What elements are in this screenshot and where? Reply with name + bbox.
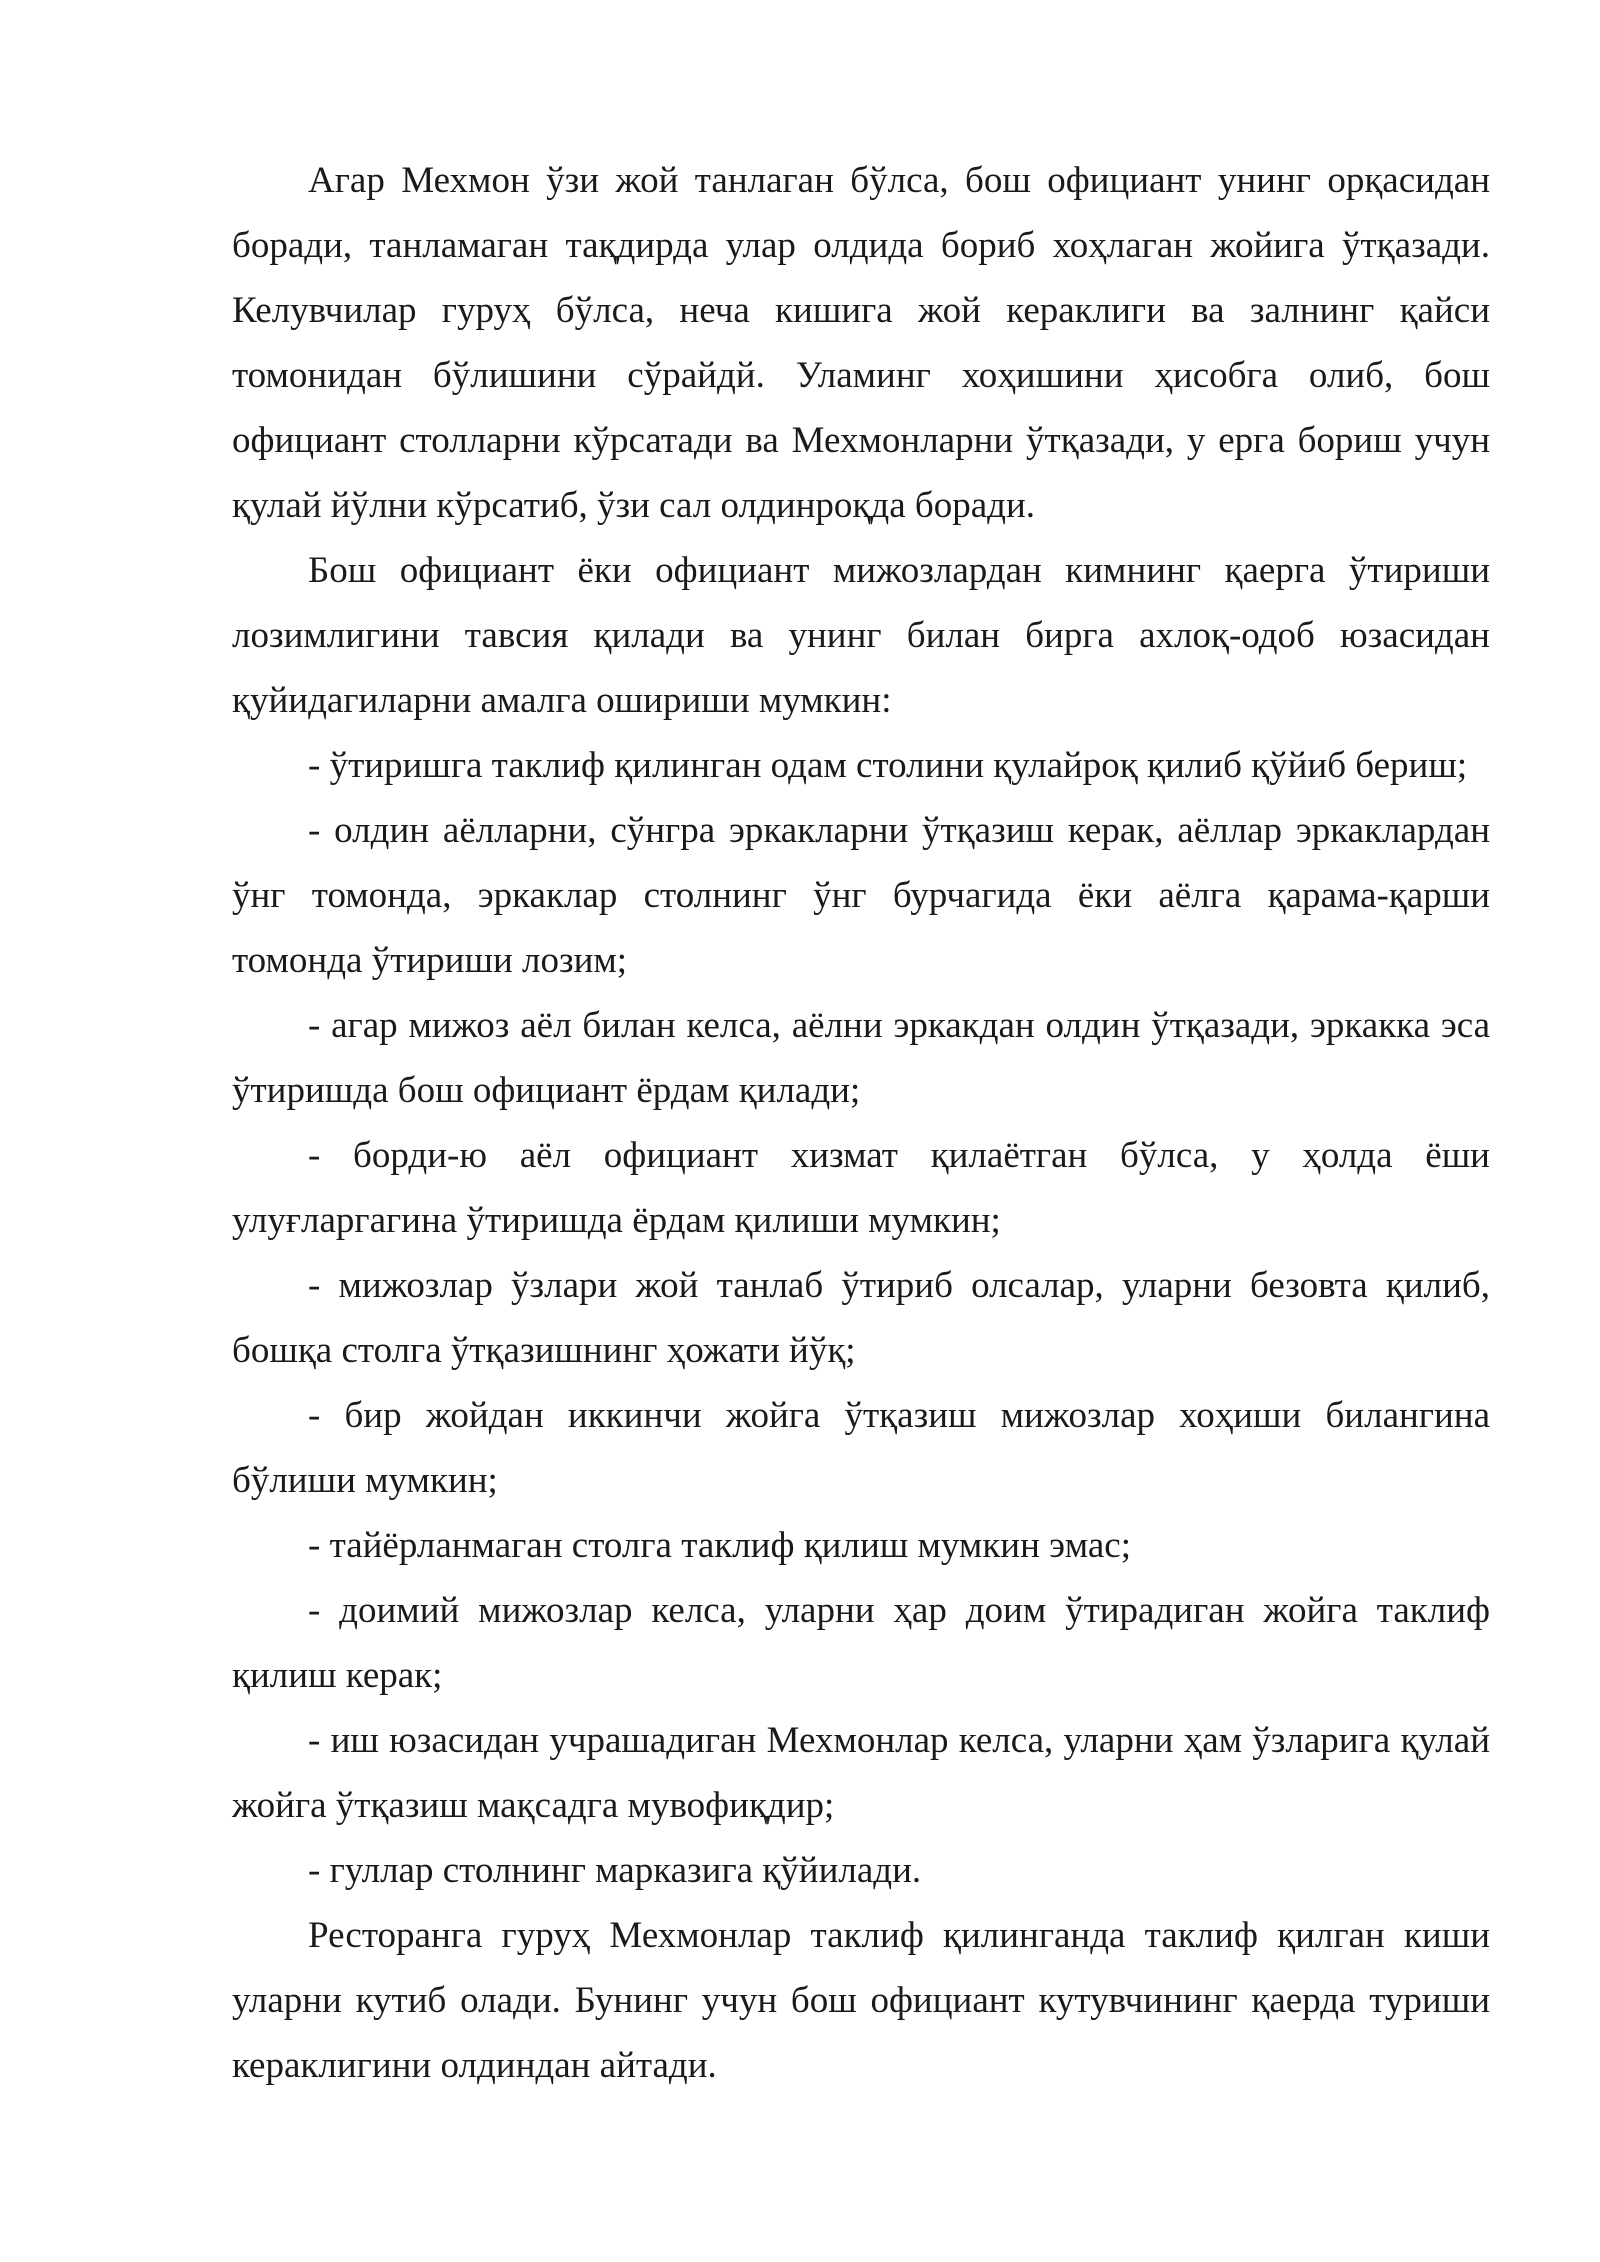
- paragraph-closing: Ресторанга гуруҳ Мехмонлар таклиф қилинганда таклиф қилган киши уларни кутиб олади. Бунинг учун бош официант кутувчининг қаерда туриши кераклигини олдиндан айтади.: [232, 1915, 1490, 2086]
- list-item: - бир жойдан иккинчи жойга ўтқазиш мижозлар хоҳиши билангина бўлиши мумкин;: [232, 1395, 1490, 1501]
- list-item: - иш юзасидан учрашадиган Мехмонлар келса, уларни ҳам ўзларига қулай жойга ўтқазиш мақсадга мувофиқдир;: [232, 1720, 1490, 1826]
- list-item: - олдин аёлларни, сўнгра эркакларни ўтқазиш керак, аёллар эркаклардан ўнг томонда, эркаклар столнинг ўнг бурчагида ёки аёлга қарама-қарши томонда ўтириши лозим;: [232, 810, 1490, 981]
- list-item: - доимий мижозлар келса, уларни ҳар доим ўтирадиган жойга таклиф қилиш керак;: [232, 1590, 1490, 1696]
- paragraph-recommendation: Бош официант ёки официант мижозлардан кимнинг қаерга ўтириши лозимлигини тавсия қилади ва унинг билан бирга ахлоқ-одоб юзасидан қуйидагиларни амалга ошириши мумкин:: [232, 550, 1490, 721]
- list-item: - тайёрланмаган столга таклиф қилиш мумкин эмас;: [308, 1525, 1131, 1566]
- list-item: - гуллар столнинг марказига қўйилади.: [308, 1850, 922, 1891]
- list-item: - ўтиришга таклиф қилинган одам столини қулайроқ қилиб қўйиб бериш;: [308, 745, 1468, 786]
- list-item: - мижозлар ўзлари жой танлаб ўтириб олсалар, уларни безовта қилиб, бошқа столга ўтқазишнинг ҳожати йўқ;: [232, 1265, 1490, 1371]
- list-item: - агар мижоз аёл билан келса, аёлни эркакдан олдин ўтқазади, эркакка эса ўтиришда бош официант ёрдам қилади;: [232, 1005, 1490, 1111]
- document-page: [232, 148, 1490, 2098]
- list-item: - борди-ю аёл официант хизмат қилаётган бўлса, у ҳолда ёши улуғларгагина ўтиришда ёрдам қилиши мумкин;: [232, 1135, 1490, 1241]
- paragraph-intro: Агар Мехмон ўзи жой танлаган бўлса, бош официант унинг орқасидан боради, танламаган тақдирда улар олдида бориб хоҳлаган жойига ўтқазади. Келувчилар гуруҳ бўлса, неча кишига жой кераклиги ва залнинг қайси томонидан бўлишини сўрайдй. Уламинг хоҳишини ҳисобга олиб, бош официант столларни кўрсатади ва Мехмонларни ўтқазади, у ерга бориш учун қулай йўлни кўрсатиб, ўзи сал олдинроқда боради.: [232, 160, 1490, 526]
